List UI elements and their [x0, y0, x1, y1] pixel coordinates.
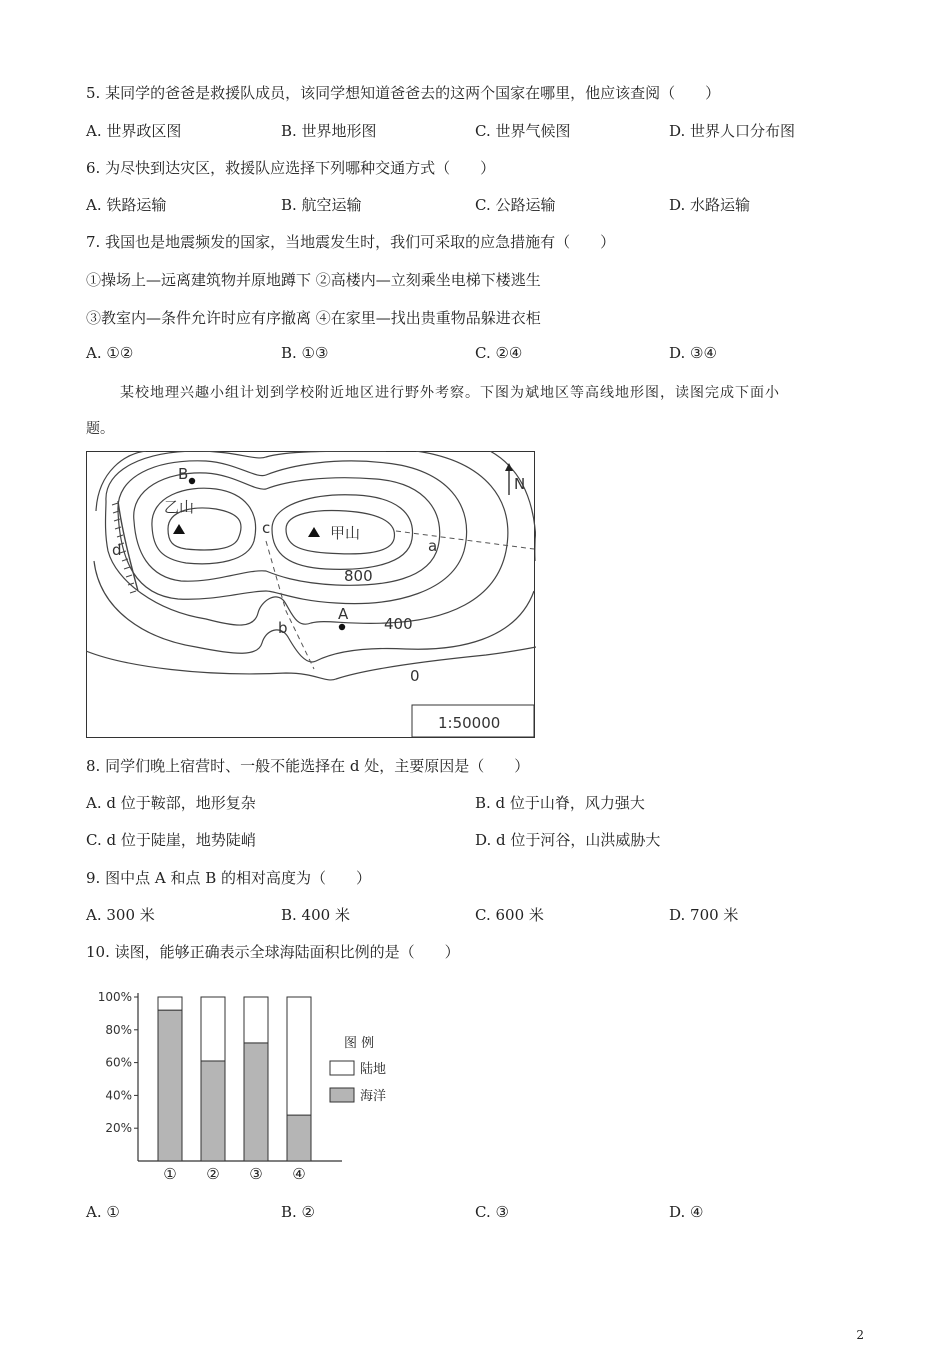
chart-bar-sea [287, 1115, 311, 1161]
map-label-d: d [112, 541, 122, 559]
q5-option-d: D. 世界人口分布图 [669, 122, 796, 140]
q7-items-line2: ③教室内—条件允许时应有序撤离 ④在家里—找出贵重物品躲进衣柜 [86, 309, 541, 327]
chart-y-tick-label: 20% [105, 1121, 132, 1136]
chart-legend-swatch-land [330, 1061, 354, 1075]
chart-bar-sea [201, 1061, 225, 1161]
q6-option-a: A. 铁路运输 [86, 196, 167, 214]
map-label-a-point: A [338, 605, 349, 623]
chart-y-tick-label: 60% [105, 1055, 132, 1070]
q10-option-b: B. ② [281, 1203, 316, 1221]
chart-bar-land [158, 997, 182, 1010]
page-number: 2 [856, 1328, 864, 1342]
map-label-north: N [514, 475, 526, 493]
q8-option-d: D. d 位于河谷，山洪威胁大 [475, 831, 661, 849]
chart-category-label: ④ [292, 1165, 306, 1183]
chart-bar-land [244, 997, 268, 1043]
q8-option-a: A. d 位于鞍部，地形复杂 [86, 794, 256, 812]
chart-bar-sea [244, 1043, 268, 1161]
chart-legend-label-sea: 海洋 [360, 1089, 387, 1104]
chart-category-label: ② [206, 1165, 220, 1183]
q5-stem: 5. 某同学的爸爸是救援队成员，该同学想知道爸爸去的这两个国家在哪里，他应该查阅（ ） [86, 84, 721, 102]
map-label-b-point: B [178, 465, 189, 483]
q8-stem: 8. 同学们晚上宿营时、一般不能选择在 d 处，主要原因是（ ） [86, 757, 530, 775]
chart-bar-sea [158, 1010, 182, 1161]
q9-option-a: A. 300 米 [86, 906, 155, 924]
q7-option-a: A. ①② [86, 344, 134, 362]
q5-option-a: A. 世界政区图 [86, 122, 182, 140]
chart-legend-title: 图 例 [344, 1036, 375, 1051]
q6-option-c: C. 公路运输 [475, 196, 556, 214]
q5-option-c: C. 世界气候图 [475, 122, 571, 140]
q10-option-c: C. ③ [475, 1203, 509, 1221]
map-label-jia-mountain: 甲山 [330, 524, 361, 542]
chart-y-tick-label: 80% [105, 1022, 132, 1037]
map-label-800: 800 [344, 567, 373, 585]
q8-option-c: C. d 位于陡崖，地势陡峭 [86, 831, 256, 849]
q7-option-c: C. ②④ [475, 344, 523, 362]
q8-option-b: B. d 位于山脊，风力强大 [475, 794, 645, 812]
map-label-yi-mountain: 乙山 [164, 498, 195, 516]
q7-option-d: D. ③④ [669, 344, 717, 362]
q10-option-a: A. ① [86, 1203, 120, 1221]
q5-option-b: B. 世界地形图 [281, 122, 377, 140]
q7-option-b: B. ①③ [281, 344, 329, 362]
chart-legend-swatch-sea [330, 1088, 354, 1102]
q10-option-d: D. ④ [669, 1203, 704, 1221]
passage-line1: 某校地理兴趣小组计划到学校附近地区进行野外考察。下图为斌地区等高线地形图，读图完成下面小 [120, 385, 780, 401]
map-scale: 1:50000 [438, 714, 501, 732]
chart-bar-land [201, 997, 225, 1061]
q9-option-d: D. 700 米 [669, 906, 739, 924]
map-label-0: 0 [410, 667, 420, 685]
map-label-400: 400 [384, 615, 413, 633]
chart-y-tick-label: 40% [105, 1088, 132, 1103]
sea-land-bar-chart [86, 985, 406, 1185]
chart-category-label: ① [163, 1165, 177, 1183]
q6-option-d: D. 水路运输 [669, 196, 751, 214]
q9-option-b: B. 400 米 [281, 906, 350, 924]
chart-y-tick-label: 100% [97, 990, 132, 1004]
q6-option-b: B. 航空运输 [281, 196, 362, 214]
q9-option-c: C. 600 米 [475, 906, 544, 924]
chart-bar-land [287, 997, 311, 1115]
chart-category-label: ③ [249, 1165, 263, 1183]
contour-map [86, 451, 536, 739]
q7-items-line1: ①操场上—远离建筑物并原地蹲下 ②高楼内—立刻乘坐电梯下楼逃生 [86, 271, 541, 289]
map-label-b: b [278, 619, 288, 637]
q9-stem: 9. 图中点 A 和点 B 的相对高度为（ ） [86, 869, 372, 887]
passage-line2: 题。 [86, 421, 114, 437]
q10-stem: 10. 读图，能够正确表示全球海陆面积比例的是（ ） [86, 943, 460, 961]
q7-stem: 7. 我国也是地震频发的国家，当地震发生时，我们可采取的应急措施有（ ） [86, 233, 616, 251]
map-label-a: a [428, 537, 438, 555]
chart-legend-label-land: 陆地 [360, 1062, 387, 1077]
q6-stem: 6. 为尽快到达灾区，救援队应选择下列哪种交通方式（ ） [86, 159, 496, 177]
map-label-c: c [262, 519, 271, 537]
